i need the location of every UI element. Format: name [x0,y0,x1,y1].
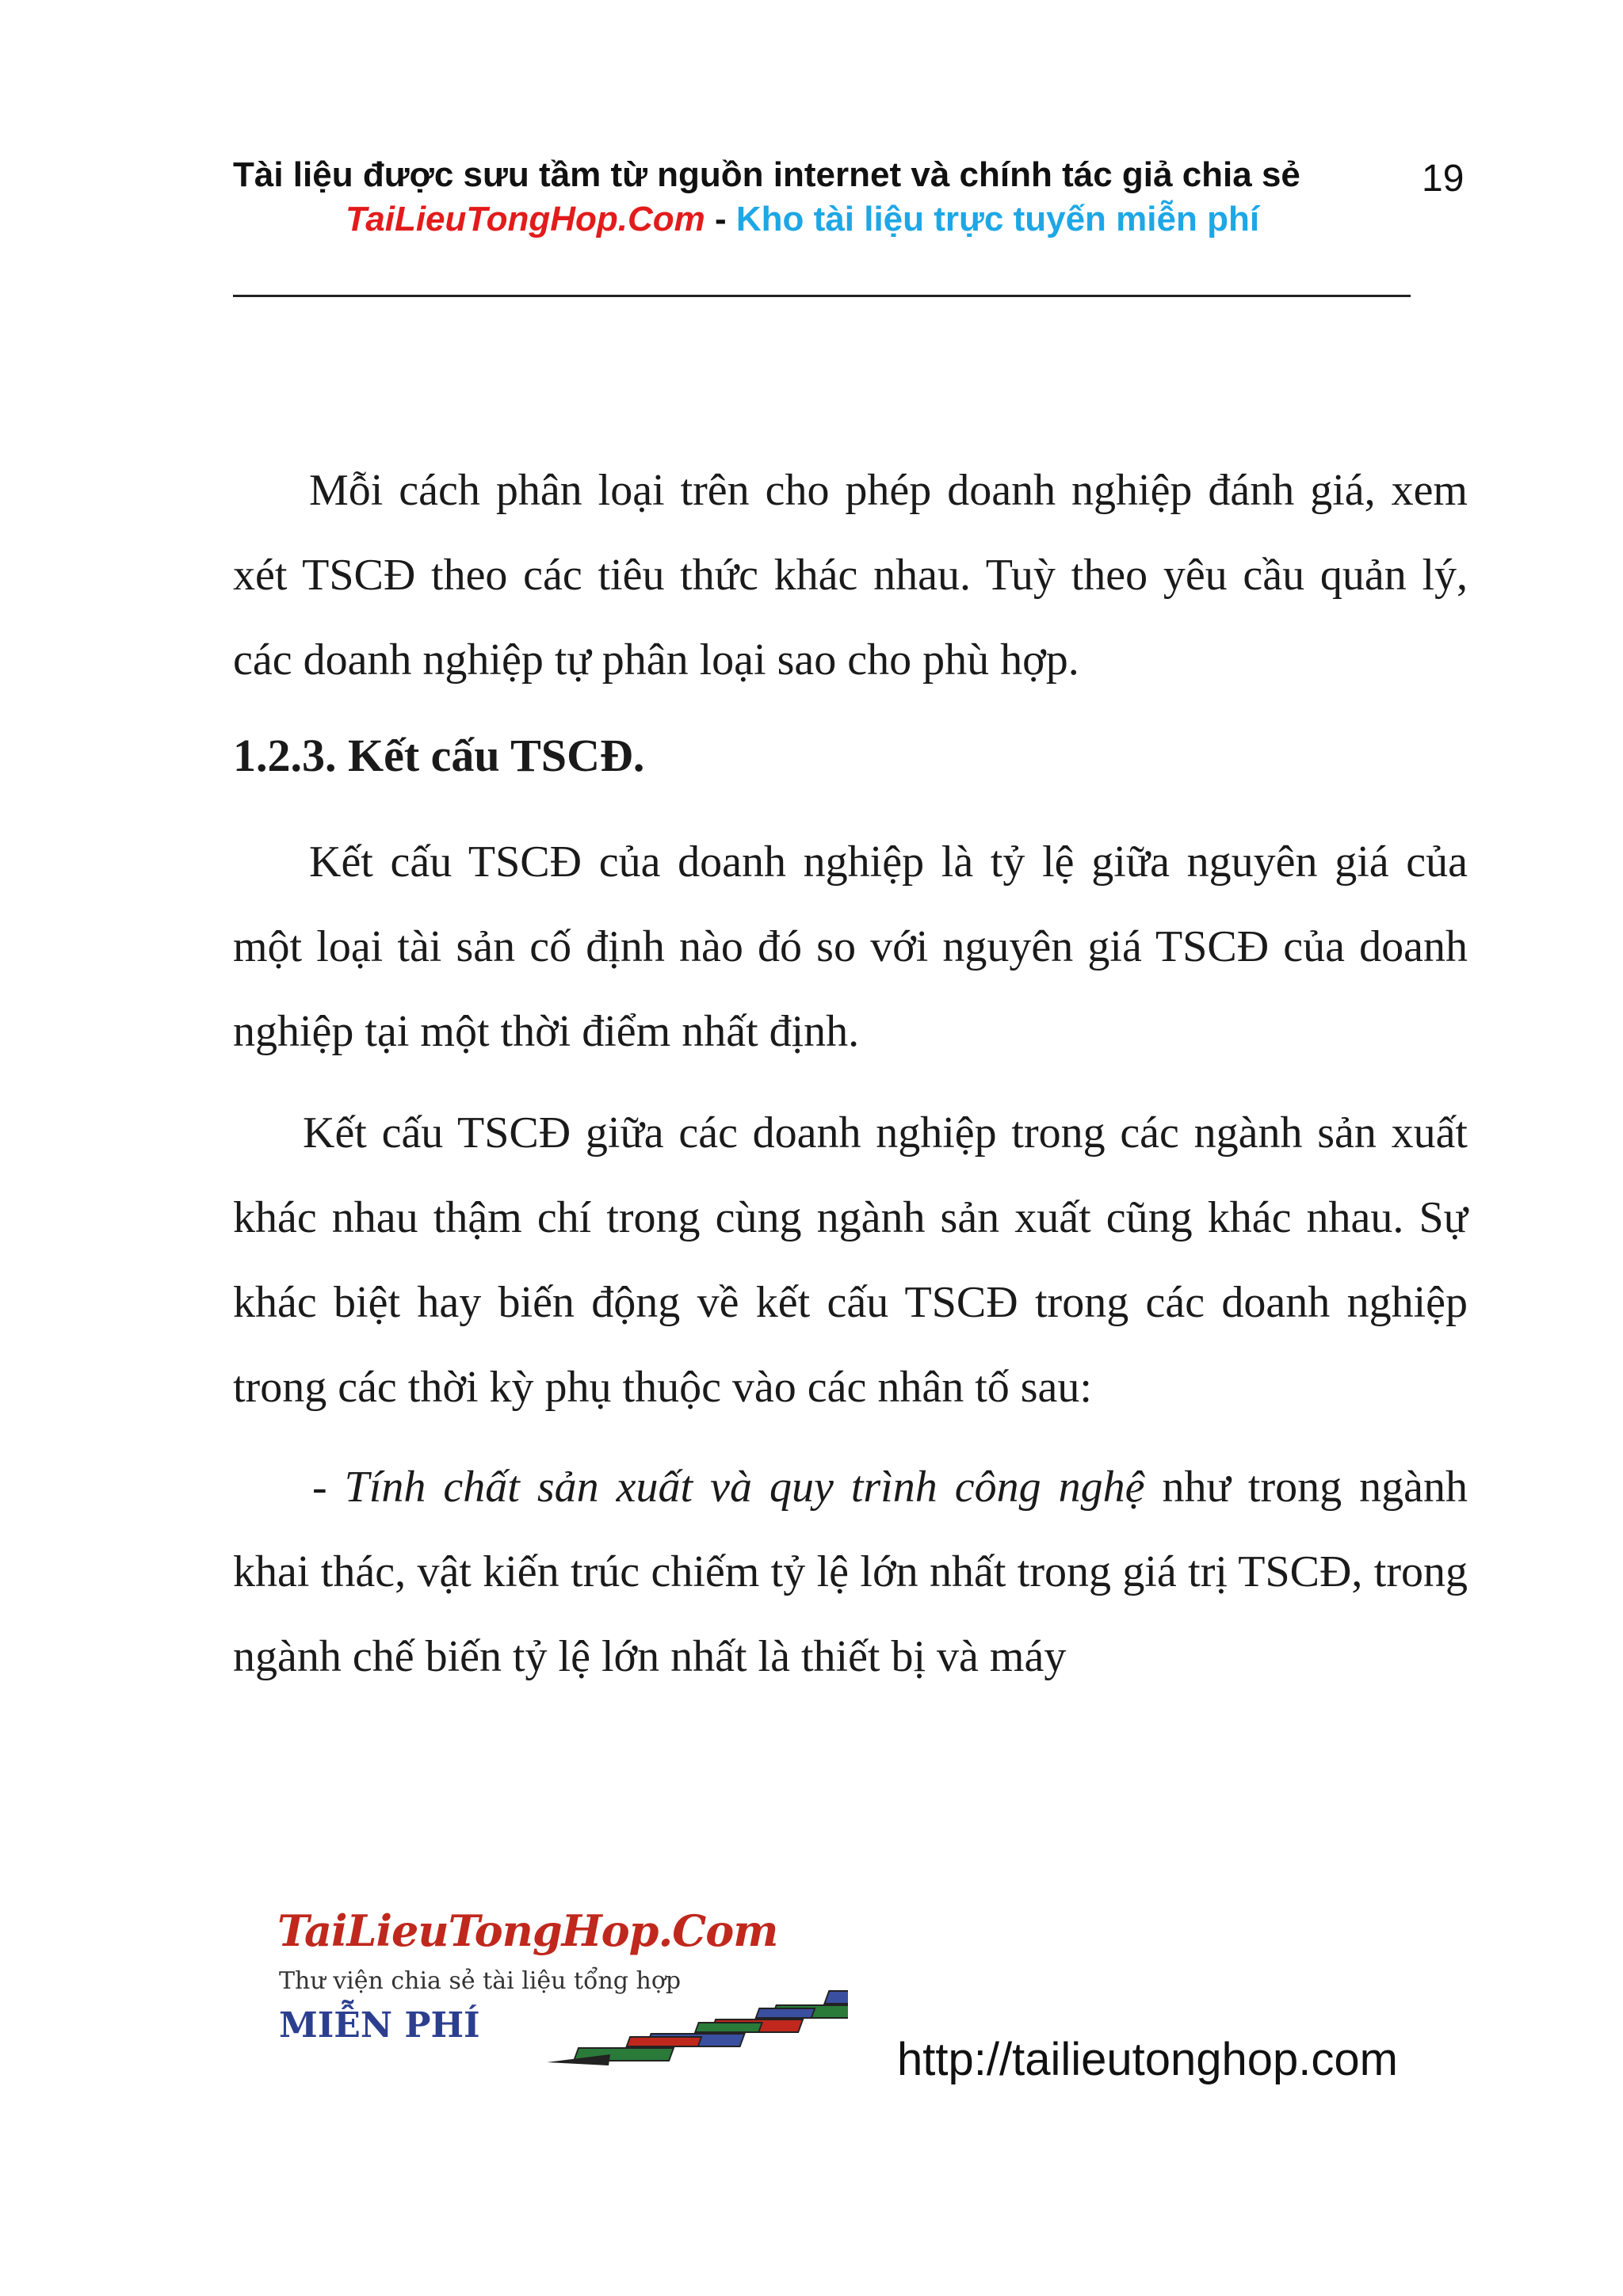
site-tagline: Kho tài liệu trực tuyến miễn phí [735,200,1260,238]
books-icon [515,1961,848,2072]
section-heading: 1.2.3. Kết cấu TSCĐ. [233,730,645,781]
footer-url[interactable]: http://tailieutonghop.com [897,2034,1398,2085]
site-link[interactable]: TaiLieuTongHop.Com [346,200,705,238]
list-dash: - [312,1463,345,1512]
site-logo[interactable] [277,1905,880,2080]
header-separator: - [705,200,736,238]
paragraph-factor-production [233,1445,1468,1699]
page-number: 19 [1422,158,1465,200]
header-divider [233,295,1411,297]
logo-title: TaiLieuTongHop.Com [277,1905,778,1956]
header-site-line [346,200,1259,239]
factor-description: như trong ngành khai thác, vật kiến trúc chiếm tỷ lệ lớn nhất trong giá trị TSCĐ, trong ngành chế biến tỷ lệ lớn nhất là thiết bị và máy [233,1463,1468,1681]
paragraph-definition: Kết cấu TSCĐ của doanh nghiệp là tỷ lệ giữa nguyên giá của một loại tài sản cố định nào đó so với nguyên giá TSCĐ của doanh nghiệp tại một thời điểm nhất định. [233,837,1468,1056]
paragraph-classification: Mỗi cách phân loại trên cho phép doanh nghiệp đánh giá, xem xét TSCĐ theo các tiêu thức khác nhau. Tuỳ theo yêu cầu quản lý, các doanh nghiệp tự phân loại sao cho phù hợp. [233,466,1468,685]
header-source-note: Tài liệu được sưu tầm từ nguồn internet và chính tác giả chia sẻ [233,155,1300,194]
logo-free-label: MIỄN PHÍ [279,2005,480,2046]
factor-title: Tính chất sản xuất và quy trình công nghệ [344,1463,1145,1512]
logo-subtitle: Thư viện chia sẻ tài liệu tổng hợp [279,1967,682,1995]
paragraph-differences: Kết cấu TSCĐ giữa các doanh nghiệp trong các ngành sản xuất khác nhau thậm chí trong cùng ngành sản xuất cũng khác nhau. Sự khác biệt hay biến động về kết cấu TSCĐ trong các doanh nghiệp trong các thời kỳ phụ thuộc vào các nhân tố sau: [233,1108,1468,1412]
